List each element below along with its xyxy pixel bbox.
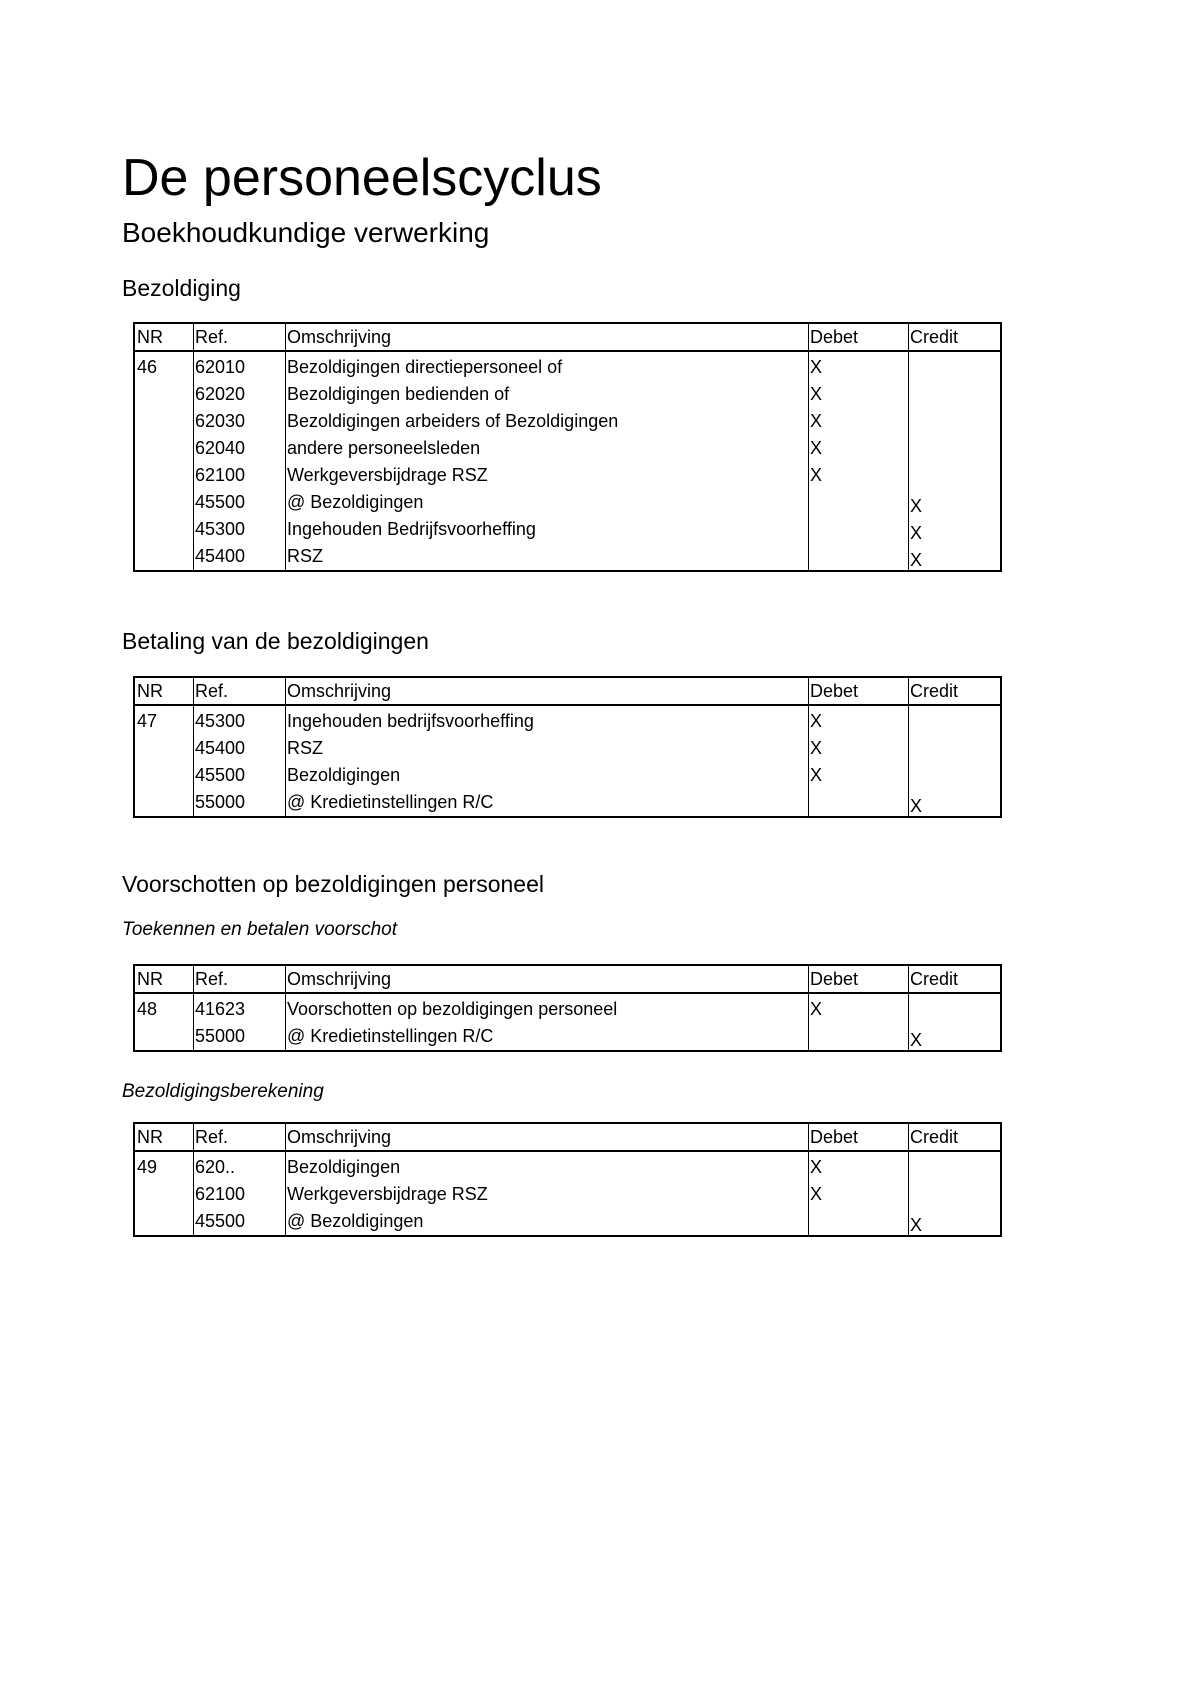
account-ref: 62030 <box>195 411 246 431</box>
account-description: Voorschotten op bezoldigingen personeel <box>287 999 618 1019</box>
account-ref: 41623 <box>195 999 246 1019</box>
header-ref: Ref. <box>194 966 286 992</box>
credit-mark <box>910 735 1000 762</box>
header-oms: Omschrijving <box>286 966 809 992</box>
nr-column <box>135 994 194 1050</box>
table-body <box>135 706 1000 816</box>
debet-mark: X <box>810 1157 823 1177</box>
subsection-heading-toekennen: Toekennen en betalen voorschot <box>122 919 398 940</box>
header-nr: NR <box>135 1124 194 1150</box>
account-ref: 45300 <box>195 519 246 539</box>
account-description: @ Bezoldigingen <box>287 492 424 512</box>
header-debet: Debet <box>809 1124 909 1150</box>
account-description: Bezoldigingen <box>287 1157 401 1177</box>
credit-column <box>909 1152 1000 1235</box>
account-description: @ Bezoldigingen <box>287 1211 424 1231</box>
debet-mark: X <box>810 711 823 731</box>
credit-mark: X <box>910 1030 923 1050</box>
credit-column <box>909 706 1000 816</box>
debet-mark: X <box>810 999 823 1019</box>
account-description: Ingehouden bedrijfsvoorheffing <box>287 711 534 731</box>
debet-mark <box>810 516 908 543</box>
account-ref: 45500 <box>195 765 246 785</box>
credit-column <box>909 352 1000 570</box>
account-description: Bezoldigingen <box>287 765 401 785</box>
credit-mark <box>910 996 1000 1023</box>
header-oms: Omschrijving <box>286 678 809 704</box>
debet-mark <box>810 489 908 516</box>
account-ref: 620.. <box>195 1157 236 1177</box>
account-description: @ Kredietinstellingen R/C <box>287 792 494 812</box>
header-ref: Ref. <box>194 324 286 350</box>
account-description: Werkgeversbijdrage RSZ <box>287 1184 488 1204</box>
account-ref: 62100 <box>195 1184 246 1204</box>
credit-mark <box>910 462 1000 489</box>
debet-mark: X <box>810 438 823 458</box>
debet-mark <box>810 543 908 570</box>
table-body <box>135 352 1000 570</box>
subsection-heading-berekening: Bezoldigingsberekening <box>122 1081 324 1102</box>
account-description: RSZ <box>287 546 323 566</box>
nr-column <box>135 1152 194 1235</box>
debet-mark: X <box>810 357 823 377</box>
credit-mark: X <box>910 550 923 570</box>
account-ref: 45300 <box>195 711 246 731</box>
header-debet: Debet <box>809 678 909 704</box>
debet-mark <box>810 1023 908 1050</box>
account-ref: 45400 <box>195 546 246 566</box>
header-nr: NR <box>135 324 194 350</box>
entry-number: 48 <box>137 999 158 1019</box>
section-heading-betaling: Betaling van de bezoldigingen <box>122 628 429 654</box>
header-credit: Credit <box>910 969 959 989</box>
table-header-row <box>135 678 1000 706</box>
header-debet: Debet <box>809 966 909 992</box>
entry-number: 49 <box>137 1157 158 1177</box>
journal-table-49 <box>133 1122 1002 1237</box>
account-ref: 62020 <box>195 384 246 404</box>
credit-mark <box>910 354 1000 381</box>
page-title: De personeelscyclus <box>122 149 602 207</box>
header-credit: Credit <box>910 681 959 701</box>
ref-column <box>194 1152 286 1235</box>
account-description: Bezoldigingen arbeiders of Bezoldigingen <box>287 411 619 431</box>
ref-column <box>194 706 286 816</box>
account-ref: 55000 <box>195 792 246 812</box>
header-ref: Ref. <box>194 678 286 704</box>
debet-mark <box>810 1208 908 1235</box>
header-nr: NR <box>135 678 194 704</box>
credit-mark <box>910 1181 1000 1208</box>
account-description: RSZ <box>287 738 323 758</box>
account-ref: 62040 <box>195 438 246 458</box>
header-credit: Credit <box>910 327 959 347</box>
account-description: Werkgeversbijdrage RSZ <box>287 465 488 485</box>
account-ref: 45400 <box>195 738 246 758</box>
section-heading-bezoldiging: Bezoldiging <box>122 275 241 301</box>
credit-mark: X <box>910 523 923 543</box>
entry-number: 46 <box>137 357 158 377</box>
debet-mark <box>810 789 908 816</box>
account-ref: 62100 <box>195 465 246 485</box>
entry-number: 47 <box>137 711 158 731</box>
table-body <box>135 994 1000 1050</box>
credit-mark <box>910 1154 1000 1181</box>
credit-mark <box>910 408 1000 435</box>
header-oms: Omschrijving <box>286 1124 809 1150</box>
journal-table-48 <box>133 964 1002 1052</box>
account-description: Bezoldigingen directiepersoneel of <box>287 357 563 377</box>
credit-mark: X <box>910 1215 923 1235</box>
account-ref: 62010 <box>195 357 246 377</box>
account-ref: 55000 <box>195 1026 246 1046</box>
nr-column <box>135 706 194 816</box>
description-column <box>286 352 809 570</box>
credit-mark: X <box>910 796 923 816</box>
credit-mark <box>910 381 1000 408</box>
debet-mark: X <box>810 465 823 485</box>
debet-column <box>809 994 909 1050</box>
journal-table-46 <box>133 322 1002 572</box>
ref-column <box>194 994 286 1050</box>
header-oms: Omschrijving <box>286 324 809 350</box>
description-column <box>286 706 809 816</box>
table-body <box>135 1152 1000 1235</box>
debet-mark: X <box>810 1184 823 1204</box>
credit-mark <box>910 708 1000 735</box>
credit-mark <box>910 435 1000 462</box>
description-column <box>286 1152 809 1235</box>
credit-mark <box>910 762 1000 789</box>
debet-column <box>809 706 909 816</box>
table-header-row <box>135 966 1000 994</box>
credit-mark: X <box>910 496 923 516</box>
account-ref: 45500 <box>195 492 246 512</box>
account-description: @ Kredietinstellingen R/C <box>287 1026 494 1046</box>
debet-mark: X <box>810 384 823 404</box>
account-ref: 45500 <box>195 1211 246 1231</box>
account-description: Ingehouden Bedrijfsvoorheffing <box>287 519 536 539</box>
ref-column <box>194 352 286 570</box>
header-nr: NR <box>135 966 194 992</box>
debet-mark: X <box>810 765 823 785</box>
section-heading-voorschotten: Voorschotten op bezoldigingen personeel <box>122 871 544 897</box>
credit-column <box>909 994 1000 1050</box>
description-column <box>286 994 809 1050</box>
header-credit: Credit <box>910 1127 959 1147</box>
debet-column <box>809 352 909 570</box>
account-description: Bezoldigingen bedienden of <box>287 384 510 404</box>
nr-column <box>135 352 194 570</box>
debet-mark: X <box>810 738 823 758</box>
table-header-row <box>135 1124 1000 1152</box>
table-header-row <box>135 324 1000 352</box>
account-description: andere personeelsleden <box>287 438 481 458</box>
header-debet: Debet <box>809 324 909 350</box>
journal-table-47 <box>133 676 1002 818</box>
page-subtitle: Boekhoudkundige verwerking <box>122 217 490 248</box>
debet-column <box>809 1152 909 1235</box>
debet-mark: X <box>810 411 823 431</box>
header-ref: Ref. <box>194 1124 286 1150</box>
